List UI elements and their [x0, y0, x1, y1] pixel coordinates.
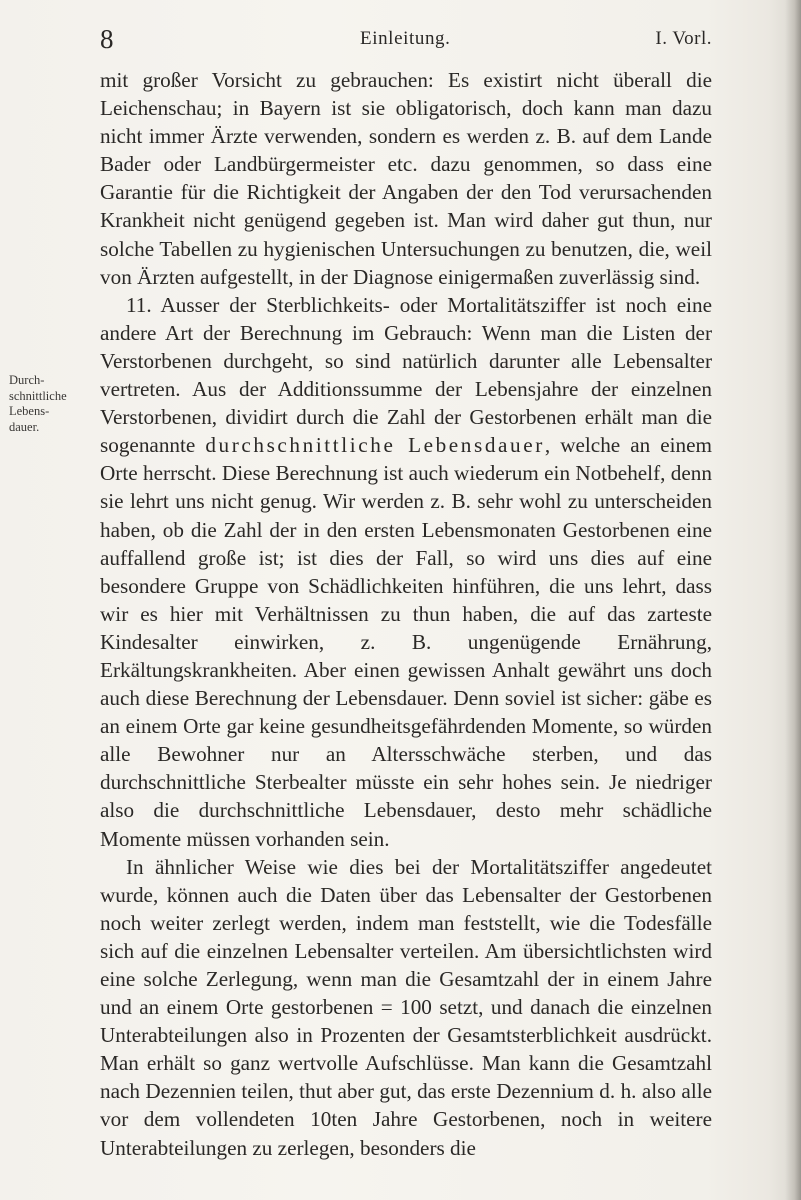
page-header	[100, 24, 712, 56]
running-title: Einleitung.	[360, 28, 451, 49]
page-edge-shadow	[785, 0, 801, 1200]
paragraph-lebensdauer-end: , welche an einem Orte herrscht. Diese Berechnung ist auch wiederum ein Notbehelf, denn sie lehrt uns nicht genug. Wir werden z. B. sehr wohl zu unterscheiden haben, ob die Zahl der in den ersten Lebensmonaten Gestorbenen eine auffallend große ist; ist dies der Fall, so wird uns dies auf eine besondere Gruppe von Schädlichkeiten hinführen, die uns lehrt, dass wir es hier mit Verhältnissen zu thun haben, die auf das zarteste Kindesalter einwirken, z. B. ungenügende Ernährung, Erkältungskrankheiten. Aber einen gewissen Anhalt gewährt uns doch auch diese Berechnung der Lebensdauer. Denn soviel ist sicher: gäbe es an einem Orte gar keine gesundheitsgefährdenden Momente, so würden alle Bewohner nur an Altersschwäche sterben, und das durchschnittliche Sterbealter müsste ein sehr hohes sein. Je niedriger also die durchschnittliche Lebensdauer, desto mehr schädliche Momente müssen vorhanden sein.	[100, 433, 713, 851]
paragraph-lebensdauer-start: 11. Ausser der Sterblichkeits- oder Mortalitätsziffer ist noch eine andere Art der Berechnung im Gebrauch: Wenn man die Listen der Verstorbenen durchgeht, so sind natürlich darunter alle Lebensalter vertreten. Aus der Additionssumme der Lebensjahre der einzelnen Verstorbenen, dividirt durch die Zahl der Gestorbenen erhält man die sogenannte	[100, 292, 712, 458]
margin-note-line: dauer.	[9, 419, 40, 434]
paragraph-leichenschau: mit großer Vorsicht zu gebrauchen: Es existirt nicht überall die Leichenschau; in Bayern ist sie obligatorisch, doch kann man dazu nicht immer Ärzte verwenden, sondern es werden z. B. auf dem Lande Bader oder Landbürgermeister etc. dazu genommen, so dass eine Garantie für die Richtigkeit der Angaben der den Tod verursachenden Krankheit nicht genügend gegeben ist. Man wird daher gut thun, nur solche Tabellen zu hygienischen Untersuchungen zu benutzen, die, weil von Ärzten aufgestellt, in der Diagnose einigermaßen zuverlässig sind.	[100, 68, 712, 289]
section-reference: I. Vorl.	[655, 28, 712, 49]
body-text	[100, 66, 712, 1162]
paragraph-lebensalter: In ähnlicher Weise wie dies bei der Mortalitätsziffer angedeutet wurde, können auch die Daten über das Lebensalter der Gestorbenen noch weiter zerlegt werden, indem man feststellt, wie die Todesfälle sich auf die einzelnen Lebensalter verteilen. Am übersichtlichsten wird eine solche Zerlegung, wenn man die Gesamtzahl der in einem Jahre und an einem Orte gestorbenen = 100 setzt, und danach die einzelnen Unterabteilungen also in Prozenten der Gesamtsterblichkeit ausdrückt. Man erhält so ganz wertvolle Aufschlüsse. Man kann die Gesamtzahl nach Dezennien teilen, thut aber gut, das erste Dezennium d. h. also alle vor dem vollendeten 10ten Jahre Gestorbenen, noch in weitere Unterabteilungen zu zerlegen, besonders die	[100, 854, 712, 1160]
margin-note-line: Durch-	[9, 373, 45, 387]
margin-note	[9, 373, 89, 435]
page-number: 8	[100, 24, 114, 54]
margin-note-line: Lebens-	[9, 404, 50, 418]
paragraph-lebensdauer	[100, 291, 712, 853]
margin-note-line: schnittliche	[9, 388, 67, 403]
emphasized-term: durchschnittliche Lebensdauer	[205, 433, 545, 458]
